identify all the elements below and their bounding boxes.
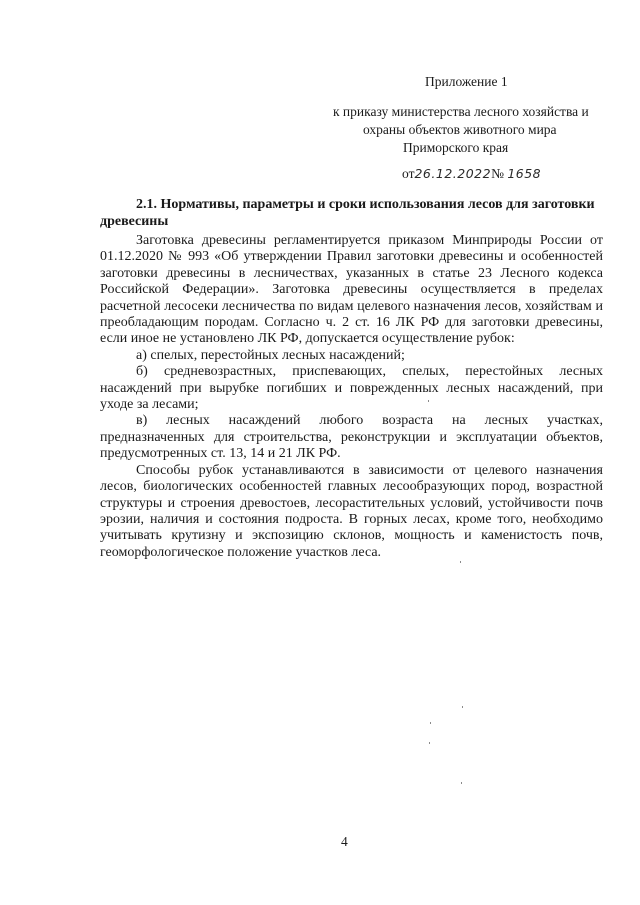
scan-speck [462, 706, 463, 708]
list-item-b: б) средневозрастных, приспевающих, спелых, перестойных лесных насаждений при вырубке погибших и поврежденных лесных насаждений, при уходе за лесами; [100, 364, 603, 413]
list-item-a: а) спелых, перестойных лесных насаждений; [136, 347, 405, 363]
section-title: 2.1. Нормативы, параметры и сроки использования лесов для заготовки древесины [100, 197, 595, 229]
order-reference [402, 166, 541, 182]
scan-speck [428, 400, 429, 402]
order-number-handwritten: 1658 [507, 166, 542, 181]
appendix-title: Приложение 1 [425, 74, 508, 89]
body-text [100, 233, 603, 561]
order-date-handwritten: 26.12.2022 [414, 166, 492, 181]
scan-speck [461, 782, 462, 784]
scan-speck [429, 742, 430, 744]
page-number: 4 [341, 834, 348, 849]
appendix-line-3: Приморского края [403, 140, 509, 155]
order-prefix: от [402, 166, 415, 181]
appendix-line-1: к приказу министерства лесного хозяйства и [333, 104, 589, 119]
scan-speck [430, 722, 431, 724]
order-number-label: № [491, 166, 504, 181]
appendix-line-2: охраны объектов животного мира [363, 122, 557, 137]
scan-speck [460, 561, 461, 563]
paragraph-methods: Способы рубок устанавливаются в зависимости от целевого назначения лесов, биологических особенностей главных лесообразующих пород, возрастной структуры и строения древостоев, лесорастительных условий, устойчивости почв эрозии, наличия и состояния подроста. В горных лесах, кроме того, необходимо учитывать крутизну и экспозицию склонов, мощность и каменистость почв, геоморфологическое положение участков леса. [100, 462, 603, 560]
paragraph-intro: Заготовка древесины регламентируется приказом Минприроды России от 01.12.2020 № 993 «Об утверждении Правил заготовки древесины и особенностей заготовки древесины в лесничествах, указанных в статье 23 Лесного кодекса Российской Федерации». Заготовка древесины осуществляется в пределах расчетной лесосеки лесничества по видам целевого назначения лесов, хозяйствам и преобладающим породам. Согласно ч. 2 ст. 16 ЛК РФ для заготовки древесины, если иное не установлено ЛК РФ, допускается осуществление рубок: [100, 233, 603, 347]
list-item-c: в) лесных насаждений любого возраста на лесных участках, предназначенных для строительства, реконструкции и эксплуатации объектов, предусмотренных ст. 13, 14 и 21 ЛК РФ. [100, 413, 603, 462]
